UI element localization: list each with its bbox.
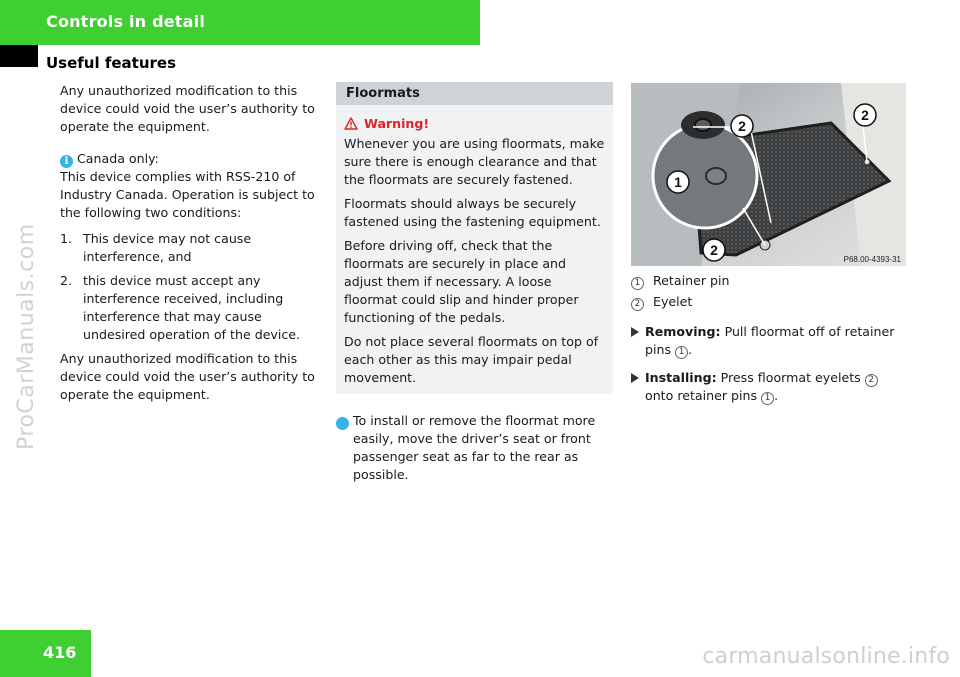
column-right xyxy=(631,83,906,405)
floormats-heading: Floormats xyxy=(336,82,613,105)
canada-text: This device complies with RSS-210 of Industry Canada. Operation is subject to the following two conditions: xyxy=(60,169,315,220)
ref-number: 1 xyxy=(675,346,688,359)
section-title: Useful features xyxy=(46,54,177,72)
canada-info xyxy=(60,150,322,222)
step-arrow-icon xyxy=(631,327,639,337)
legend-number: 1 xyxy=(631,277,644,290)
info-icon: i xyxy=(336,417,349,430)
legend-item: 2 Eyelet xyxy=(631,293,906,311)
column-left xyxy=(60,82,322,412)
svg-text:2: 2 xyxy=(738,118,746,134)
warning-title: Warning! xyxy=(344,115,605,133)
bottom-watermark: carmanualsonline.info xyxy=(702,644,950,669)
conditions-list xyxy=(60,230,322,344)
page-number: 416 xyxy=(43,643,77,662)
warning-box xyxy=(336,105,613,394)
svg-text:2: 2 xyxy=(861,107,869,123)
column-middle xyxy=(332,82,613,484)
callout-2-bottom xyxy=(703,239,725,261)
warning-paragraph: Floormats should always be securely fastened using the fastening equipment. xyxy=(344,196,601,229)
svg-text:2: 2 xyxy=(710,242,718,258)
legend-item: 1 Retainer pin xyxy=(631,272,906,290)
list-item: 1. This device may not cause interference, and xyxy=(60,231,252,264)
seat-tip: i To install or remove the floormat more easily, move the driver’s seat or front passenger seat as far to the rear as possible. xyxy=(332,413,596,482)
callout-1 xyxy=(667,171,689,193)
warning-triangle-icon xyxy=(344,117,358,130)
side-watermark: ProCarManuals.com xyxy=(14,223,39,450)
warning-paragraph: Whenever you are using floormats, make sure there is enough clearance and that the floormats are securely fastened. xyxy=(344,136,605,187)
info-icon: i xyxy=(60,155,73,168)
step-arrow-icon xyxy=(631,373,639,383)
photo-code: P68.00-4393-31 xyxy=(843,255,901,264)
chapter-title: Controls in detail xyxy=(46,12,205,31)
installing-step: Installing: Press floormat eyelets 2 onto retainer pins 1 . xyxy=(631,369,906,405)
paragraph-modification: Any unauthorized modification to this device could void the user’s authority to operate the equipment. xyxy=(60,83,315,134)
warning-paragraph: Before driving off, check that the floormats are securely in place and adjust them if necessary. A loose floormat could slip and hinder proper functioning of the pedals. xyxy=(344,238,579,325)
legend-number: 2 xyxy=(631,298,644,311)
list-item: 2. this device must accept any interference received, including interference that may cause undesired operation of the device. xyxy=(60,273,301,342)
paragraph-modification-repeat: Any unauthorized modification to this device could void the user’s authority to operate the equipment. xyxy=(60,351,315,402)
canada-heading: Canada only: xyxy=(77,151,159,166)
callout-2-top xyxy=(731,115,753,137)
warning-paragraph: Do not place several floormats on top of each other as this may impair pedal movement. xyxy=(344,334,599,385)
svg-text:1: 1 xyxy=(674,174,682,190)
removing-step: Removing: Pull floormat off of retainer pins 1 . xyxy=(631,323,906,359)
ref-number: 2 xyxy=(865,374,878,387)
ref-number: 1 xyxy=(761,392,774,405)
floormat-photo xyxy=(631,83,906,266)
section-marker xyxy=(0,45,38,67)
page-number-box xyxy=(0,630,91,677)
callout-2-right xyxy=(854,104,876,126)
